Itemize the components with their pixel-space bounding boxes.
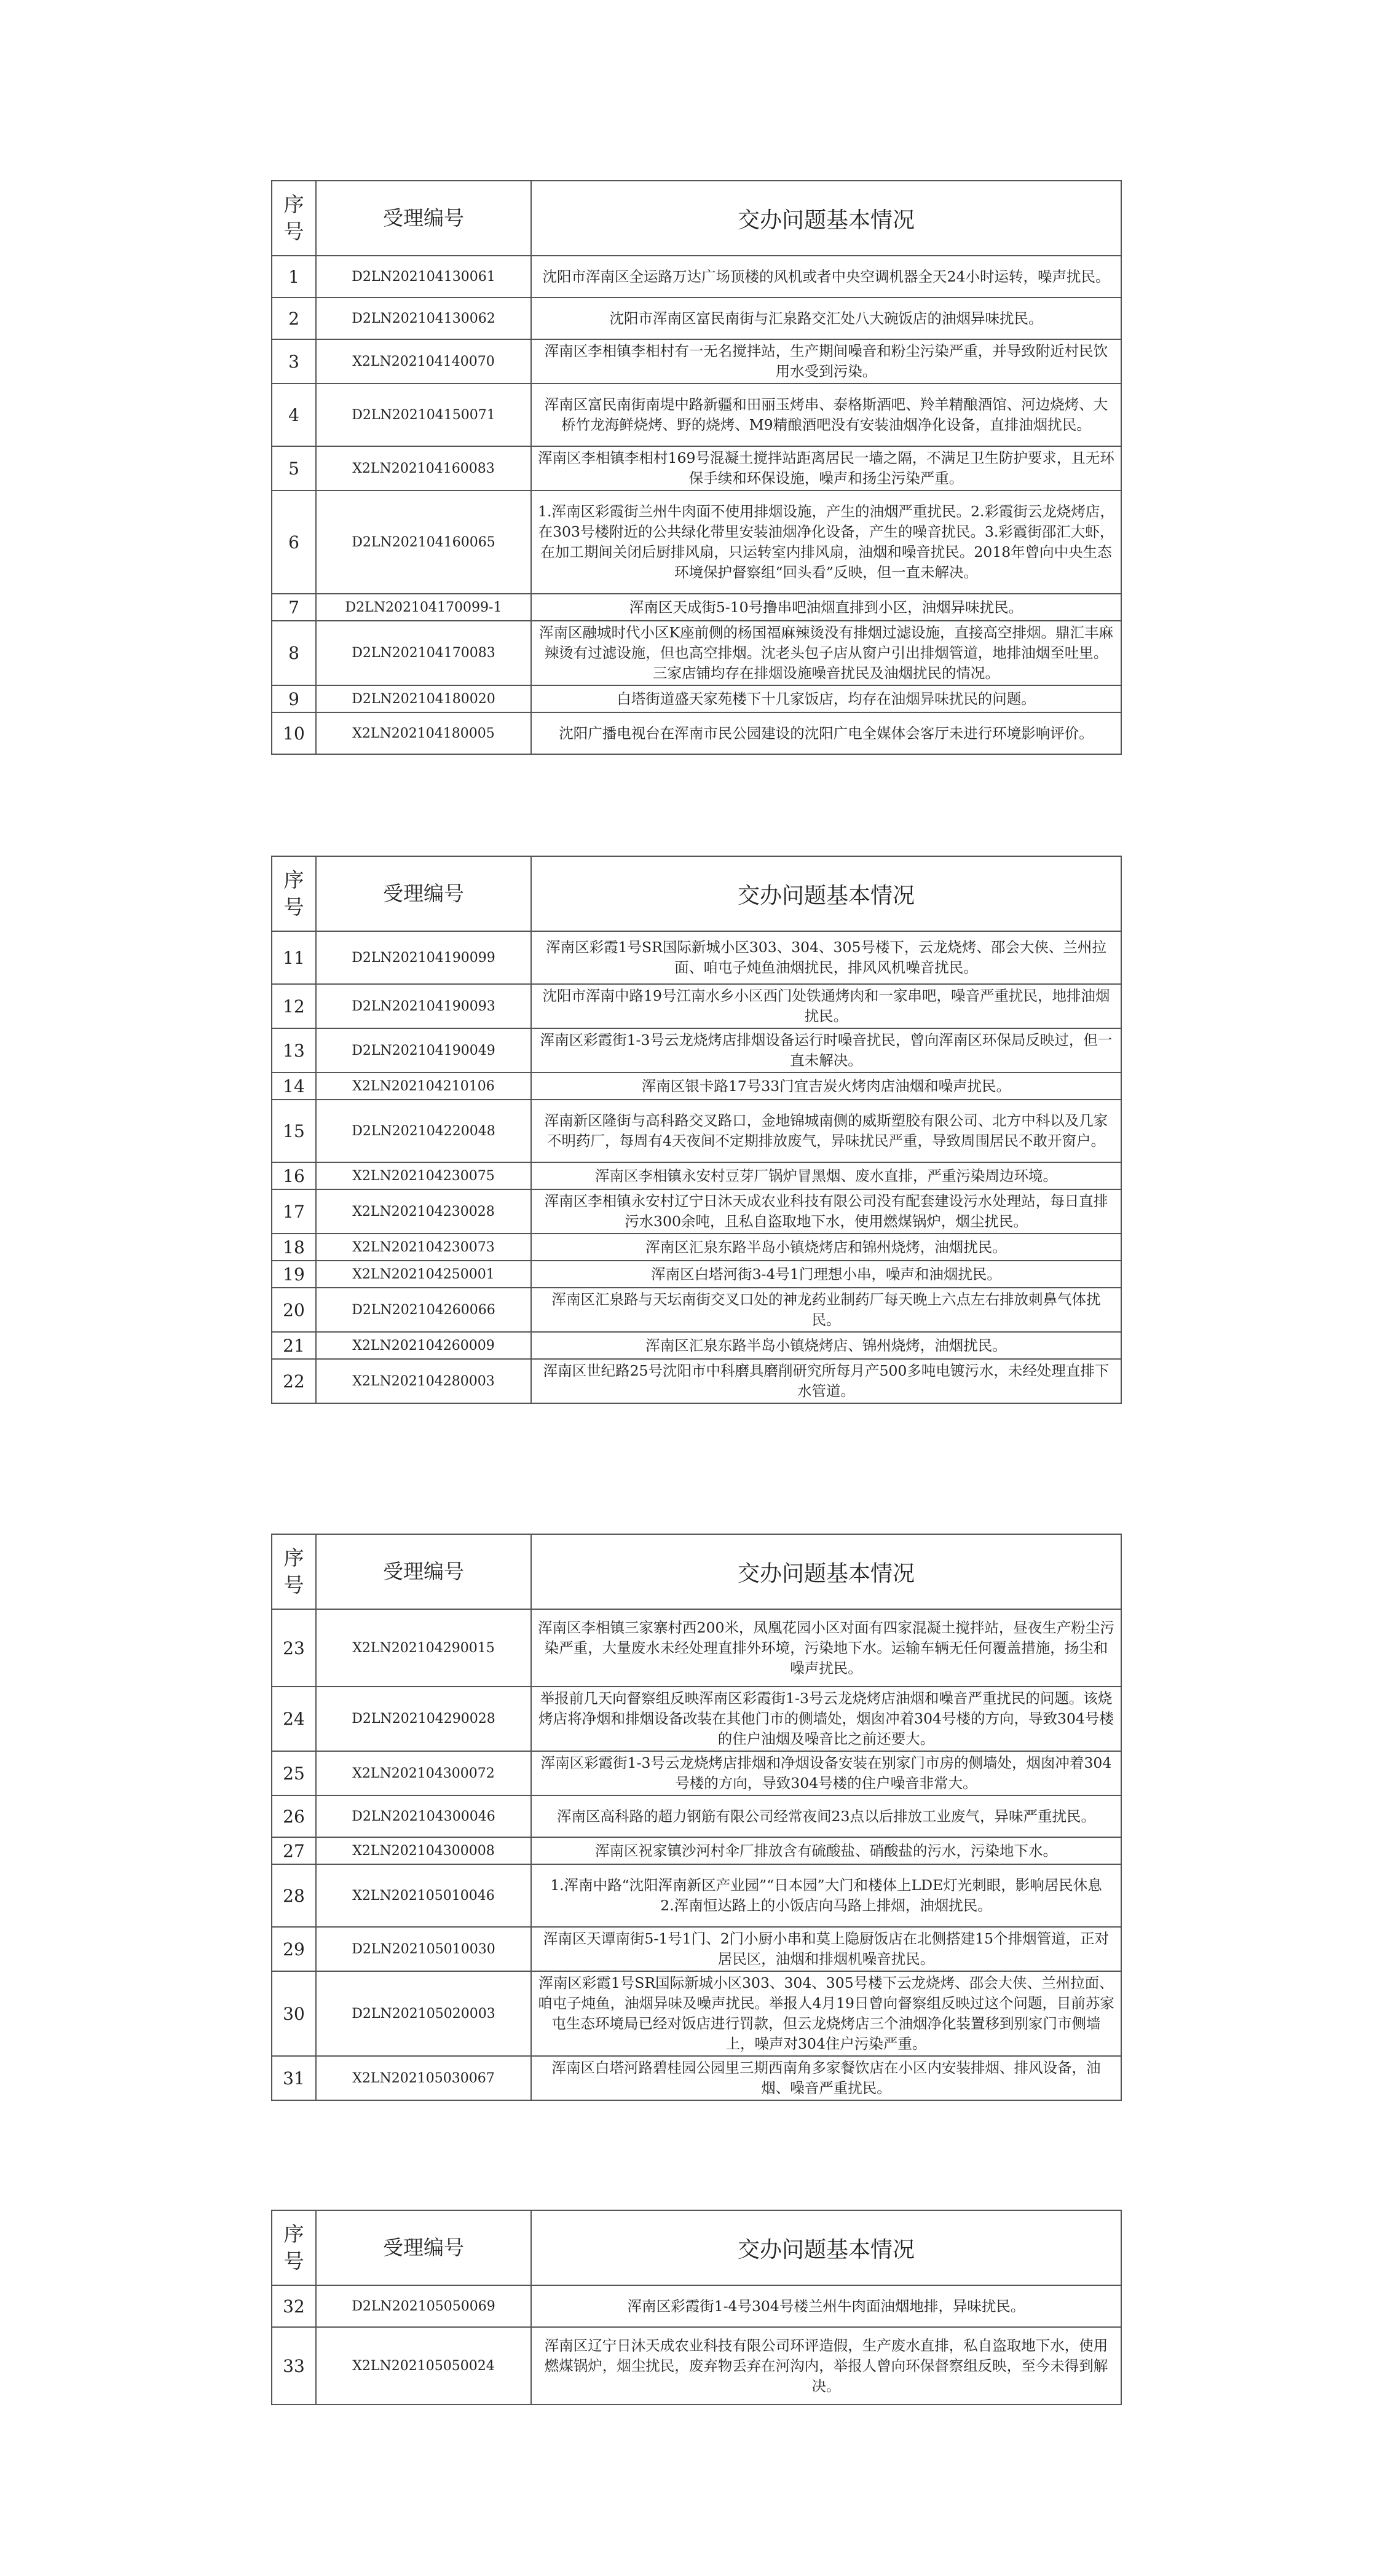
row-code: X2LN202104230073 [316,1234,531,1261]
table-row [272,1028,1121,1073]
header-seq: 序号 [272,856,316,931]
row-seq: 32 [272,2285,316,2327]
row-seq: 27 [272,1837,316,1864]
table-row [272,712,1121,754]
row-code: X2LN202105030067 [316,2056,531,2100]
table-row [272,256,1121,297]
row-seq: 20 [272,1288,316,1332]
table-row [272,685,1121,712]
row-seq: 7 [272,594,316,621]
row-desc: 浑南区融城时代小区K座前侧的杨国福麻辣烫没有排烟过滤设施，直接高空排烟。鼎汇丰麻辣烫有过滤设施，但也高空排烟。沈老头包子店从窗户引出排烟管道，地排油烟至吐里。三家店铺均存在排烟设施噪音扰民及油烟扰民的情况。 [531,621,1121,685]
row-code: D2LN202104130062 [316,297,531,339]
header-desc: 交办问题基本情况 [531,2210,1121,2285]
row-seq: 14 [272,1073,316,1100]
row-seq: 17 [272,1189,316,1234]
row-desc: 浑南区祝家镇沙河村伞厂排放含有硫酸盐、硝酸盐的污水，污染地下水。 [531,1837,1121,1864]
header-code: 受理编号 [316,1534,531,1609]
row-seq: 30 [272,1971,316,2056]
row-code: D2LN202105050069 [316,2285,531,2327]
row-desc: 浑南区彩霞1号SR国际新城小区303、304、305号楼下，云龙烧烤、邵会大侠、兰州拉面、咱屯子炖鱼油烟扰民，排风风机噪音扰民。 [531,931,1121,984]
row-seq: 9 [272,685,316,712]
row-seq: 21 [272,1332,316,1359]
issues-table [271,2210,1122,2405]
table-row [272,621,1121,685]
row-seq: 19 [272,1261,316,1288]
row-desc: 浑南区李相镇李相村有一无名搅拌站，生产期间噪音和粉尘污染严重，并导致附近村民饮用水受到污染。 [531,339,1121,384]
row-code: D2LN202104160065 [316,490,531,594]
row-code: D2LN202104190049 [316,1028,531,1073]
header-code: 受理编号 [316,856,531,931]
table-row [272,1261,1121,1288]
row-code: X2LN202105050024 [316,2327,531,2405]
header-seq: 序号 [272,1534,316,1609]
row-seq: 2 [272,297,316,339]
row-code: X2LN202104230028 [316,1189,531,1234]
table-row [272,1927,1121,1971]
row-desc: 浑南区李相镇永安村豆芽厂锅炉冒黑烟、废水直排，严重污染周边环境。 [531,1162,1121,1189]
row-seq: 3 [272,339,316,384]
row-seq: 13 [272,1028,316,1073]
row-seq: 28 [272,1864,316,1927]
row-seq: 1 [272,256,316,297]
row-code: X2LN202104290015 [316,1609,531,1687]
header-code: 受理编号 [316,181,531,256]
row-code: D2LN202104260066 [316,1288,531,1332]
row-desc: 浑南区辽宁日沐天成农业科技有限公司环评造假，生产废水直排，私自盗取地下水，使用燃煤锅炉，烟尘扰民，废弃物丢弃在河沟内，举报人曾向环保督察组反映，至今未得到解决。 [531,2327,1121,2405]
table-row [272,2056,1121,2100]
row-desc: 浑南区汇泉路与天坛南街交叉口处的神龙药业制药厂每天晚上六点左右排放刺鼻气体扰民。 [531,1288,1121,1332]
header-seq: 序号 [272,2210,316,2285]
row-desc: 浑南区彩霞街1-4号304号楼兰州牛肉面油烟地排，异味扰民。 [531,2285,1121,2327]
table-row [272,1837,1121,1864]
table-header-row [272,856,1121,931]
row-desc: 浑南区白塔河路碧桂园公园里三期西南角多家餐饮店在小区内安装排烟、排风设备，油烟、噪音严重扰民。 [531,2056,1121,2100]
row-seq: 26 [272,1795,316,1837]
row-desc: 浑南区天成街5-10号撸串吧油烟直排到小区，油烟异味扰民。 [531,594,1121,621]
row-seq: 33 [272,2327,316,2405]
row-desc: 浑南区汇泉东路半岛小镇烧烤店和锦州烧烤，油烟扰民。 [531,1234,1121,1261]
row-code: D2LN202104170099-1 [316,594,531,621]
row-seq: 12 [272,984,316,1028]
row-desc: 白塔街道盛天家苑楼下十几家饭店，均存在油烟异味扰民的问题。 [531,685,1121,712]
issues-table [271,1534,1122,2101]
row-seq: 6 [272,490,316,594]
row-code: D2LN202104190093 [316,984,531,1028]
issues-table [271,180,1122,755]
header-desc: 交办问题基本情况 [531,1534,1121,1609]
table-header-row [272,1534,1121,1609]
row-desc: 沈阳市浑南中路19号江南水乡小区西门处铁通烤肉和一家串吧，噪音严重扰民，地排油烟扰民。 [531,984,1121,1028]
row-desc: 沈阳市浑南区富民南街与汇泉路交汇处八大碗饭店的油烟异味扰民。 [531,297,1121,339]
row-code: X2LN202104180005 [316,712,531,754]
row-desc: 浑南新区隆街与高科路交叉路口，金地锦城南侧的威斯塑胶有限公司、北方中科以及几家不明药厂，每周有4天夜间不定期排放废气，异味扰民严重，导致周围居民不敢开窗户。 [531,1100,1121,1162]
header-seq: 序号 [272,181,316,256]
row-desc: 沈阳市浑南区全运路万达广场顶楼的风机或者中央空调机器全天24小时运转，噪声扰民。 [531,256,1121,297]
row-code: D2LN202104290028 [316,1687,531,1751]
row-desc: 浑南区李相镇永安村辽宁日沐天成农业科技有限公司没有配套建设污水处理站，每日直排污水300余吨，且私自盗取地下水，使用燃煤锅炉，烟尘扰民。 [531,1189,1121,1234]
row-desc: 浑南区彩霞街1-3号云龙烧烤店排烟设备运行时噪音扰民，曾向浑南区环保局反映过，但一直未解决。 [531,1028,1121,1073]
row-code: X2LN202104260009 [316,1332,531,1359]
row-code: X2LN202104250001 [316,1261,531,1288]
table-row [272,984,1121,1028]
table-row [272,490,1121,594]
row-desc: 浑南区彩霞街1-3号云龙烧烤店排烟和净烟设备安装在别家门市房的侧墙处，烟囱冲着304号楼的方向，导致304号楼的住户噪音非常大。 [531,1751,1121,1795]
table-row [272,1332,1121,1359]
table-row [272,297,1121,339]
row-code: X2LN202104300008 [316,1837,531,1864]
row-desc: 沈阳广播电视台在浑南市民公园建设的沈阳广电全媒体会客厅未进行环境影响评价。 [531,712,1121,754]
table-row [272,1189,1121,1234]
row-seq: 29 [272,1927,316,1971]
row-seq: 23 [272,1609,316,1687]
table-block-3 [271,1534,1121,2101]
row-code: D2LN202104130061 [316,256,531,297]
header-code: 受理编号 [316,2210,531,2285]
row-code: D2LN202105010030 [316,1927,531,1971]
row-desc: 浑南区汇泉东路半岛小镇烧烤店、锦州烧烤，油烟扰民。 [531,1332,1121,1359]
row-desc: 浑南区李相镇李相村169号混凝土搅拌站距离居民一墙之隔，不满足卫生防护要求，且无环保手续和环保设施，噪声和扬尘污染严重。 [531,446,1121,490]
table-block-2 [271,856,1121,1404]
row-code: X2LN202104300072 [316,1751,531,1795]
row-code: D2LN202104190099 [316,931,531,984]
row-desc: 浑南区富民南街南堤中路新疆和田丽玉烤串、泰格斯酒吧、羚羊精酿酒馆、河边烧烤、大桥竹龙海鲜烧烤、野的烧烤、M9精酿酒吧没有安装油烟净化设备，直排油烟扰民。 [531,384,1121,446]
row-code: D2LN202104220048 [316,1100,531,1162]
table-row [272,446,1121,490]
table-row [272,1609,1121,1687]
row-desc: 浑南区天谭南街5-1号1门、2门小厨小串和莫上隐厨饭店在北侧搭建15个排烟管道，正对居民区，油烟和排烟机噪音扰民。 [531,1927,1121,1971]
row-seq: 31 [272,2056,316,2100]
table-row [272,1687,1121,1751]
table-header-row [272,181,1121,256]
row-seq: 25 [272,1751,316,1795]
row-desc: 浑南区世纪路25号沈阳市中科磨具磨削研究所每月产500多吨电镀污水，未经处理直排下水管道。 [531,1359,1121,1403]
table-block-4 [271,2210,1121,2405]
table-row [272,339,1121,384]
row-seq: 15 [272,1100,316,1162]
table-row [272,384,1121,446]
row-desc: 举报前几天向督察组反映浑南区彩霞街1-3号云龙烧烤店油烟和噪音严重扰民的问题。该烧烤店将净烟和排烟设备改装在其他门市的侧墙处，烟囱冲着304号楼的方向，导致304号楼的住户油烟及噪音比之前还要大。 [531,1687,1121,1751]
row-code: D2LN202104170083 [316,621,531,685]
row-seq: 22 [272,1359,316,1403]
row-seq: 10 [272,712,316,754]
table-row [272,1864,1121,1927]
row-code: X2LN202105010046 [316,1864,531,1927]
table-row [272,1073,1121,1100]
row-seq: 16 [272,1162,316,1189]
row-desc: 浑南区李相镇三家寨村西200米，凤凰花园小区对面有四家混凝土搅拌站，昼夜生产粉尘污染严重，大量废水未经处理直排外环境，污染地下水。运输车辆无任何覆盖措施，扬尘和噪声扰民。 [531,1609,1121,1687]
row-code: X2LN202104230075 [316,1162,531,1189]
issues-table [271,856,1122,1404]
row-code: D2LN202104300046 [316,1795,531,1837]
row-desc: 浑南区高科路的超力钢筋有限公司经常夜间23点以后排放工业废气，异味严重扰民。 [531,1795,1121,1837]
table-row [272,2285,1121,2327]
table-row [272,594,1121,621]
row-code: X2LN202104140070 [316,339,531,384]
header-desc: 交办问题基本情况 [531,856,1121,931]
row-seq: 18 [272,1234,316,1261]
row-code: X2LN202104280003 [316,1359,531,1403]
row-code: D2LN202104180020 [316,685,531,712]
table-row [272,931,1121,984]
row-seq: 5 [272,446,316,490]
row-desc: 浑南区白塔河街3-4号1门理想小串，噪声和油烟扰民。 [531,1261,1121,1288]
row-code: D2LN202104150071 [316,384,531,446]
table-row [272,1288,1121,1332]
table-row [272,2327,1121,2405]
row-desc: 1.浑南中路“沈阳浑南新区产业园”“日本园”大门和楼体上LDE灯光刺眼，影响居民休息 2.浑南恒达路上的小饭店向马路上排烟，油烟扰民。 [531,1864,1121,1927]
row-seq: 11 [272,931,316,984]
row-code: X2LN202104210106 [316,1073,531,1100]
table-row [272,1971,1121,2056]
header-desc: 交办问题基本情况 [531,181,1121,256]
row-code: X2LN202104160083 [316,446,531,490]
table-row [272,1100,1121,1162]
row-desc: 1.浑南区彩霞街兰州牛肉面不使用排烟设施，产生的油烟严重扰民。2.彩霞街云龙烧烤店，在303号楼附近的公共绿化带里安装油烟净化设备，产生的噪音扰民。3.彩霞街邵汇大虾，在加工期间关闭后厨排风扇，只运转室内排风扇，油烟和噪音扰民。2018年曾向中央生态环境保护督察组“回头看”反映，但一直未解决。 [531,490,1121,594]
table-block-1 [271,180,1121,755]
table-row [272,1234,1121,1261]
table-row [272,1359,1121,1403]
row-desc: 浑南区彩霞1号SR国际新城小区303、304、305号楼下云龙烧烤、邵会大侠、兰州拉面、咱屯子炖鱼，油烟异味及噪声扰民。举报人4月19日曾向督察组反映过这个问题，目前苏家屯生态环境局已经对饭店进行罚款，但云龙烧烤店三个油烟净化装置移到别家门市侧墙上，噪声对304住户污染严重。 [531,1971,1121,2056]
table-row [272,1795,1121,1837]
row-code: D2LN202105020003 [316,1971,531,2056]
table-row [272,1162,1121,1189]
row-seq: 8 [272,621,316,685]
row-seq: 24 [272,1687,316,1751]
table-header-row [272,2210,1121,2285]
row-desc: 浑南区银卡路17号33门宜吉炭火烤肉店油烟和噪声扰民。 [531,1073,1121,1100]
table-row [272,1751,1121,1795]
row-seq: 4 [272,384,316,446]
